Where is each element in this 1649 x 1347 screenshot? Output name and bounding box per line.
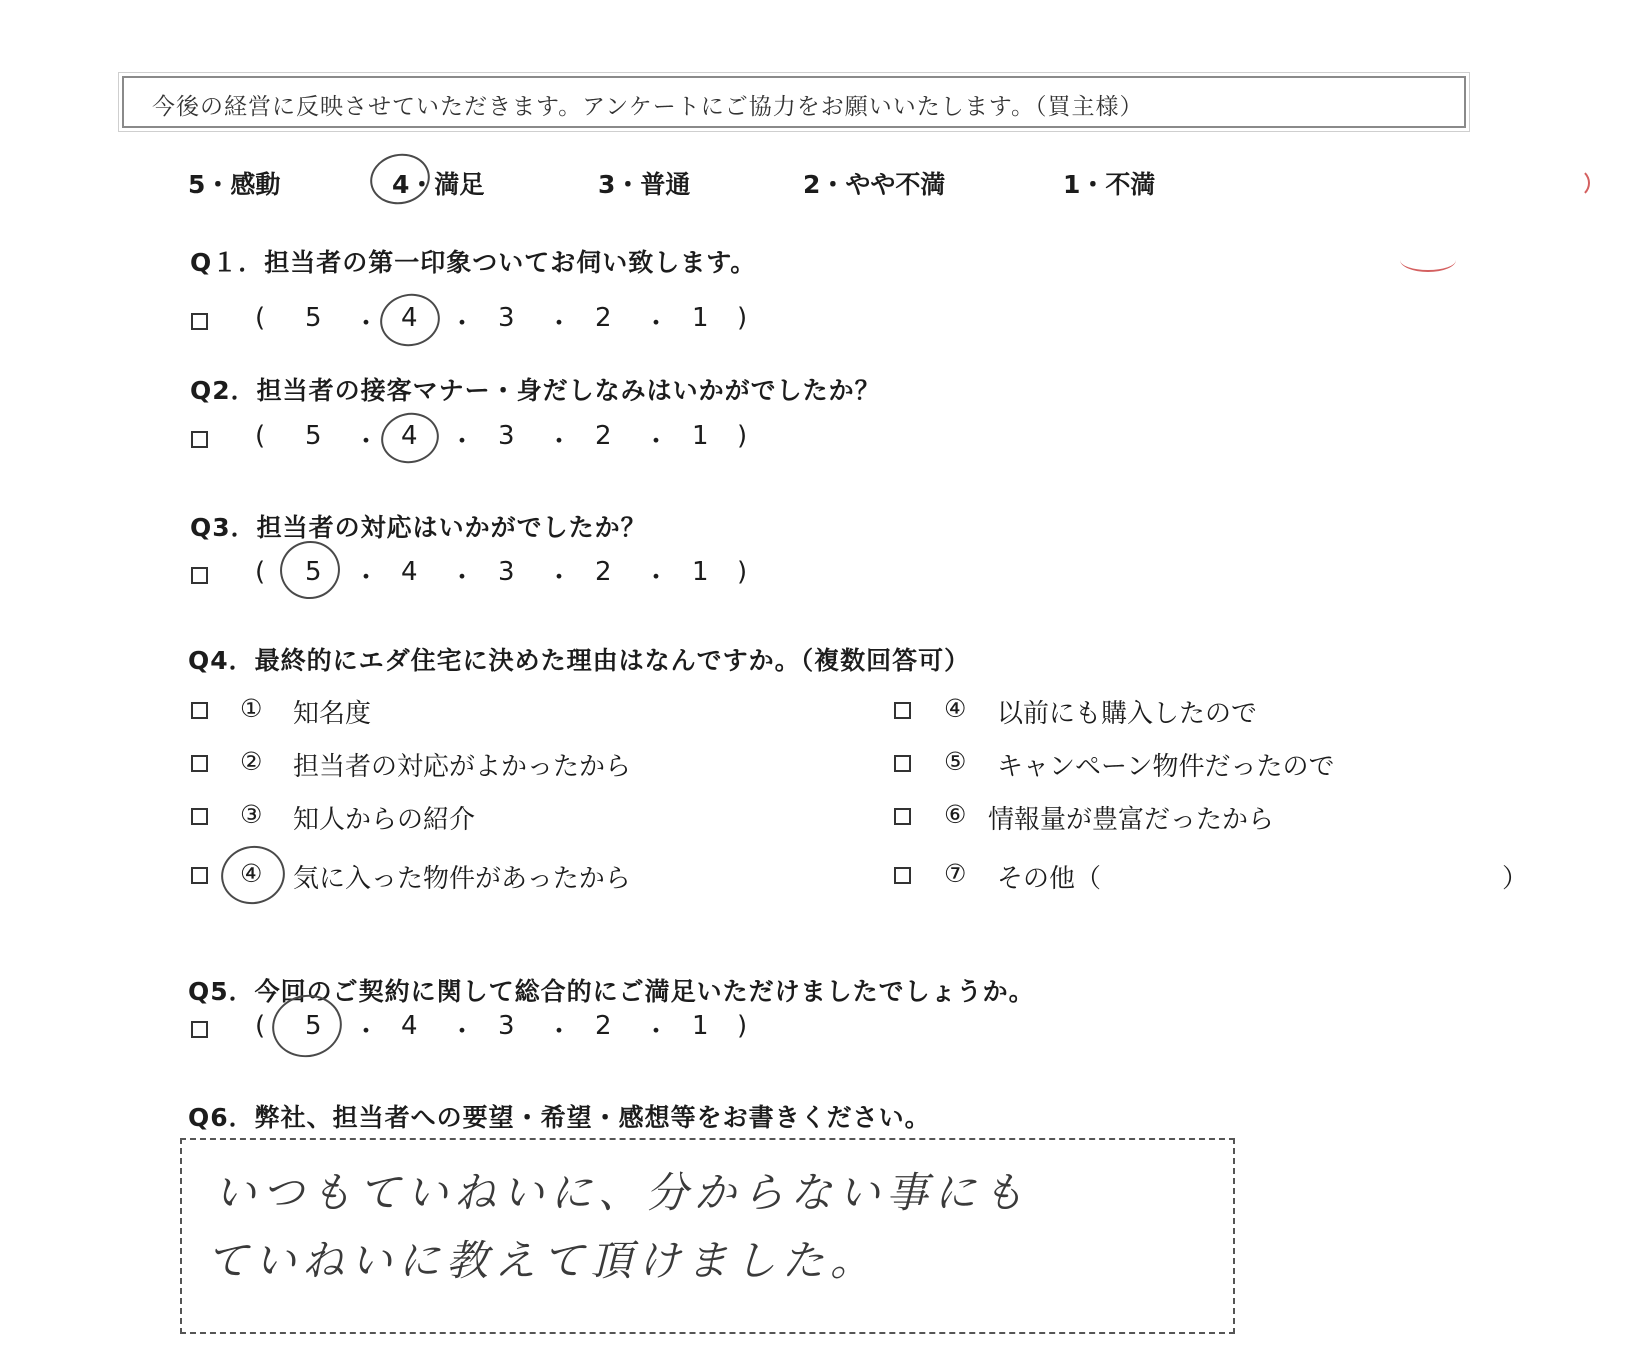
q5-option-1[interactable]: 1 xyxy=(692,1011,709,1041)
q4-option-1-label: 知名度 xyxy=(293,699,372,729)
scale-5: 5・感動 xyxy=(188,170,281,199)
q4-checkbox-r2[interactable] xyxy=(894,755,911,772)
q1-option-5[interactable]: 5 xyxy=(305,303,322,333)
q4-option-3-label: 知人からの紹介 xyxy=(293,805,476,835)
q1-option-4[interactable]: 4 xyxy=(401,303,418,333)
q3-answer-circle xyxy=(275,535,346,604)
q2-checkbox[interactable] xyxy=(191,431,208,448)
q4-option-1-number: ① xyxy=(240,694,263,723)
scale-3: 3・普通 xyxy=(598,170,691,199)
q4-option-4-label: 気に入った物件があったから xyxy=(293,864,631,894)
q4-option-r3-label: 情報量が豊富だったから xyxy=(988,805,1275,835)
q3-text: Q3．担当者の対応はいかがでしたか？ xyxy=(190,513,647,542)
q1-checkbox[interactable] xyxy=(191,313,208,330)
q3-option-2[interactable]: 2 xyxy=(595,557,612,587)
q4-option-4-circle-mark xyxy=(216,840,291,910)
q4-option-r1-label: 以前にも購入したので xyxy=(997,699,1258,729)
q4-option-r2-label: キャンペーン物件だったので xyxy=(997,752,1335,782)
q5-option-2[interactable]: 2 xyxy=(595,1011,612,1041)
q2-answer-circle xyxy=(376,408,443,469)
q3-option-4[interactable]: 4 xyxy=(401,557,418,587)
red-margin-mark xyxy=(1560,168,1590,198)
q3-option-1[interactable]: 1 xyxy=(692,557,709,587)
q1-answer-circle xyxy=(375,288,445,351)
q2-option-5[interactable]: 5 xyxy=(305,421,322,451)
q4-option-r1-number: ④ xyxy=(944,694,967,723)
red-margin-arc xyxy=(1400,248,1456,272)
q4-option-r3-number: ⑥ xyxy=(944,800,967,829)
banner-text: 今後の経営に反映させていただきます。アンケートにご協力をお願いいたします。（買主様） xyxy=(152,94,1144,120)
q4-checkbox-r1[interactable] xyxy=(894,702,911,719)
q2-option-4[interactable]: 4 xyxy=(401,421,418,451)
q1-option-1[interactable]: 1 xyxy=(692,303,709,333)
q5-option-4[interactable]: 4 xyxy=(401,1011,418,1041)
q4-option-r4-number: ⑦ xyxy=(944,859,967,888)
q3-option-3[interactable]: 3 xyxy=(498,557,515,587)
q4-option-r4-label: その他（ xyxy=(997,864,1102,894)
q4-checkbox-2[interactable] xyxy=(191,755,208,772)
survey-banner xyxy=(122,76,1466,128)
q4-checkbox-1[interactable] xyxy=(191,702,208,719)
q6-response-box[interactable] xyxy=(180,1138,1235,1334)
q6-response-line-1: いつもていねいに、分からない事にも xyxy=(214,1168,1031,1217)
q1-option-2[interactable]: 2 xyxy=(595,303,612,333)
q4-checkbox-r4[interactable] xyxy=(894,867,911,884)
q2-option-1[interactable]: 1 xyxy=(692,421,709,451)
q4-option-2-label: 担当者の対応がよかったから xyxy=(293,752,632,782)
q3-rating: ( 5 ・ 4 ・ 3 ・ 2 ・ 1 ) xyxy=(255,557,748,593)
scale-2: 2・やや不満 xyxy=(803,170,946,199)
q4-option-r2-number: ⑤ xyxy=(944,747,967,776)
q1-option-3[interactable]: 3 xyxy=(498,303,515,333)
q2-rating: ( 5 ・ 4 ・ 3 ・ 2 ・ 1 ) xyxy=(255,421,748,457)
q2-option-2[interactable]: 2 xyxy=(595,421,612,451)
q6-text: Q6．弊社、担当者への要望・希望・感想等をお書きください。 xyxy=(188,1103,931,1132)
q3-checkbox[interactable] xyxy=(191,567,208,584)
q1-rating: ( 5 ・ 4 ・ 3 ・ 2 ・ 1 ) xyxy=(255,303,748,339)
q5-checkbox[interactable] xyxy=(191,1021,208,1038)
q6-response-line-2: ていねいに教えて頂けました。 xyxy=(206,1236,879,1285)
q4-checkbox-4[interactable] xyxy=(191,867,208,884)
q3-option-5[interactable]: 5 xyxy=(305,557,322,587)
q4-checkbox-r3[interactable] xyxy=(894,808,911,825)
q5-option-5[interactable]: 5 xyxy=(305,1011,322,1041)
scale-1: 1・不満 xyxy=(1063,170,1156,199)
q4-option-3-number: ③ xyxy=(240,800,263,829)
q2-text: Q2．担当者の接客マナー・身だしなみはいかがでしたか？ xyxy=(190,376,881,405)
q4-option-r4-close: ） xyxy=(1502,864,1529,894)
q4-option-4-number: ④ xyxy=(240,859,263,888)
scale-4: 4・満足 xyxy=(392,170,485,199)
q4-option-2-number: ② xyxy=(240,747,263,776)
q5-option-3[interactable]: 3 xyxy=(498,1011,515,1041)
q4-checkbox-3[interactable] xyxy=(191,808,208,825)
q4-text: Q4．最終的にエダ住宅に決めた理由はなんですか。（複数回答可） xyxy=(188,646,971,675)
q5-rating: ( 5 ・ 4 ・ 3 ・ 2 ・ 1 ) xyxy=(255,1011,748,1047)
q2-option-3[interactable]: 3 xyxy=(498,421,515,451)
q5-text: Q5．今回のご契約に関して総合的にご満足いただけましたでしょうか。 xyxy=(188,977,1035,1006)
q1-text: Q１．担当者の第一印象ついてお伺い致します。 xyxy=(190,248,757,277)
